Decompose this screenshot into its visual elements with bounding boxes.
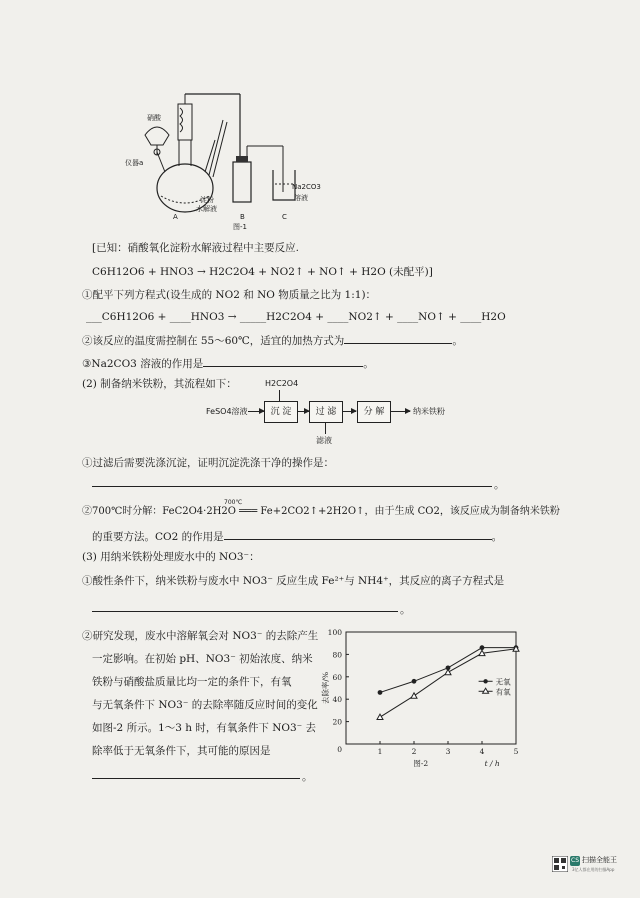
na2co3-label: Na2CO3	[292, 183, 321, 191]
qr-code-icon	[552, 856, 568, 872]
acid-label: 硝酸	[147, 114, 161, 122]
y-tick-label: 40	[332, 695, 342, 705]
answer-blank[interactable]	[224, 528, 492, 540]
watermark-subtitle: 3亿人都在用的扫描App	[572, 867, 615, 872]
legend-label: 有氧	[495, 687, 511, 697]
flow-product: 纳米铁粉	[413, 407, 445, 416]
bottle-b-label: B	[240, 213, 245, 221]
data-point-oxic	[411, 693, 417, 698]
flow-arrow-down	[325, 422, 326, 434]
plot-frame	[346, 632, 516, 744]
removal-rate-chart	[318, 622, 528, 772]
known-note: [已知：硝酸氧化淀粉水解液过程中主要反应.	[92, 242, 299, 254]
x-tick-label: 4	[479, 747, 485, 756]
flow-start: FeSO4溶液	[206, 407, 248, 416]
answer-blank[interactable]	[92, 600, 398, 612]
period: 。	[302, 771, 313, 783]
question-3-intro: (3) 用纳米铁粉处理废水中的 NO3⁻：	[82, 551, 260, 563]
legend-marker	[483, 679, 487, 683]
q3-2-line: 一定影响。在初始 pH、NO3⁻ 初始浓度、纳米	[92, 653, 313, 665]
reaction-equation: C6H12O6 + HNO3 → H2C2O4 + NO2↑ + NO↑ + H2O (未配平)]	[92, 266, 433, 278]
flow-arrow	[297, 411, 309, 412]
watermark-title: 扫描全能王	[582, 856, 617, 864]
answer-blank[interactable]	[203, 355, 363, 367]
origin-label: 0	[337, 745, 342, 754]
balance-equation: ___C6H12O6 + ____HNO3 → _____H2C2O4 + ____NO2↑ + ____NO↑ + ____H2O	[86, 311, 506, 323]
cs-logo-icon: CS	[571, 857, 579, 864]
x-tick-label: 5	[513, 747, 519, 756]
instrument-a-label: 仪器a	[125, 159, 144, 167]
beaker-c-label: C	[282, 213, 287, 221]
period: 。	[494, 479, 505, 491]
data-point-oxic	[377, 714, 383, 719]
flow-step-decompose: 分 解	[357, 401, 391, 423]
question-2-intro: (2) 制备纳米铁粉，其流程如下：	[82, 378, 237, 390]
answer-blank[interactable]	[344, 332, 452, 344]
question-3-1: ①酸性条件下，纳米铁粉与废水中 NO3⁻ 反应生成 Fe²⁺与 NH4⁺，其反应的离子方程式是	[82, 575, 505, 587]
hydrolysate-label: 水解液	[196, 205, 217, 213]
question-2-1: ①过滤后需要洗涤沉淀，证明沉淀洗涤干净的操作是：	[82, 457, 334, 469]
q3-2-line: 铁粉与硝酸盐质量比均一定的条件下，有氧	[92, 676, 292, 688]
period: 。	[400, 604, 411, 616]
flow-filtrate: 滤液	[316, 436, 332, 445]
q3-2-line: 除率低于无氧条件下，其可能的原因是	[92, 745, 271, 757]
flask-a-label: A	[173, 213, 178, 221]
chart-title: 图-2	[413, 759, 429, 768]
y-tick-label: 80	[332, 650, 342, 660]
y-tick-label: 60	[332, 672, 342, 682]
flow-arrow	[342, 411, 356, 412]
apparatus-diagram	[135, 80, 365, 230]
data-point-anoxic	[378, 690, 383, 695]
x-axis-label: t / h	[484, 759, 500, 768]
question-2-2: ②700℃时分解：FeC2O4·2H2O ═══ Fe+2CO2↑+2H2O↑，由于生成 CO2，该反应成为制备纳米铁粉	[82, 506, 560, 517]
x-tick-label: 1	[377, 747, 383, 756]
q3-2-line: 如图-2 所示。1～3 h 时，有氧条件下 NO3⁻ 去	[92, 722, 317, 734]
solution-label: 溶液	[294, 194, 308, 202]
figure-1-caption: 图-1	[233, 223, 247, 231]
flow-arrow	[390, 411, 410, 412]
flow-step-precipitate: 沉 淀	[264, 401, 298, 423]
question-3-2	[82, 625, 318, 763]
q3-2-line: 与无氧条件下 NO3⁻ 的去除率随反应时间的变化	[92, 699, 318, 711]
question-1-3: ③Na2CO3 溶液的作用是 。	[82, 355, 374, 371]
data-point-anoxic	[412, 679, 417, 684]
question-1-2: ②该反应的温度需控制在 55～60℃，适宜的加热方式为 。	[82, 332, 463, 348]
x-tick-label: 3	[445, 747, 451, 756]
flow-reactant-top: H2C2O4	[265, 379, 299, 388]
answer-blank[interactable]	[92, 475, 492, 487]
flow-arrow	[248, 411, 264, 412]
y-tick-label: 20	[332, 717, 342, 727]
data-point-oxic	[445, 669, 451, 674]
question-1-1: ①配平下列方程式(设生成的 NO2 和 NO 物质量之比为 1:1)：	[82, 289, 377, 301]
flow-step-filter: 过 滤	[309, 401, 343, 423]
reaction-condition: 700℃	[224, 499, 243, 506]
y-tick-label: 100	[327, 628, 342, 637]
starch-label: 淀粉	[200, 196, 214, 204]
y-axis-label: 去除率/%	[321, 671, 330, 705]
q3-2-line: ②研究发现，废水中溶解氧会对 NO3⁻ 的去除产生	[82, 630, 319, 642]
question-2-2-cont: 的重要方法。CO2 的作用是 。	[92, 528, 502, 544]
x-tick-label: 2	[411, 747, 417, 756]
answer-blank[interactable]	[92, 767, 300, 779]
legend-label: 无氧	[495, 677, 511, 687]
scanner-watermark	[552, 852, 622, 876]
